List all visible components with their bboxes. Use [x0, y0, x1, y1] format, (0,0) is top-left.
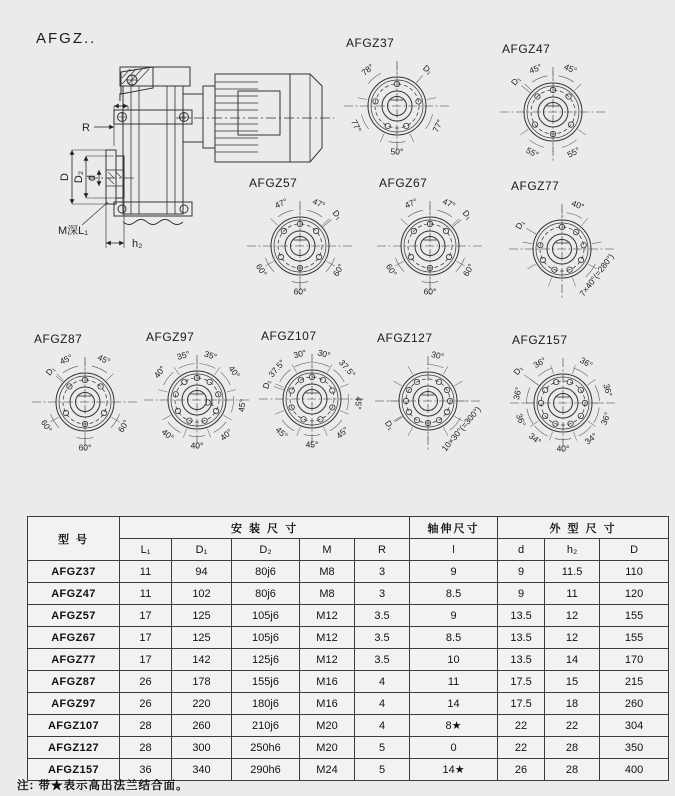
- value-cell: 26: [120, 671, 172, 693]
- col-group-outline: 外 型 尺 寸: [498, 517, 669, 539]
- flange-title: AFGZ37: [346, 36, 395, 50]
- flange-title: AFGZ127: [377, 331, 433, 345]
- value-cell: 142: [172, 649, 232, 671]
- value-cell: M12: [300, 627, 355, 649]
- flange-angle-label: 45°: [562, 61, 579, 76]
- flange-title: AFGZ107: [261, 329, 317, 343]
- dim-label-h2: h₂: [132, 238, 143, 250]
- value-cell: 11: [120, 561, 172, 583]
- value-cell: 17.5: [498, 693, 545, 715]
- value-cell: 400: [600, 759, 669, 781]
- flange-angle-label: 10×30°(=300°): [439, 404, 483, 454]
- value-cell: 11: [120, 583, 172, 605]
- dim-label-D2: D₂: [73, 170, 85, 184]
- flange-angle-label: 30°: [292, 347, 308, 361]
- value-cell: 4: [355, 715, 410, 737]
- value-cell: 0: [410, 737, 498, 759]
- flange-angle-label: 40°: [217, 426, 235, 443]
- flange-angle-label: 36°: [531, 354, 548, 371]
- table-note: 注: 带★表示高出法兰结合面。: [17, 780, 189, 792]
- flange-label-D1: D₁: [460, 207, 475, 222]
- value-cell: M20: [300, 737, 355, 759]
- dim-label-d: d: [86, 174, 98, 182]
- value-cell: 125: [172, 627, 232, 649]
- table-row-AFGZ87: [28, 671, 669, 693]
- flange-drawing-AFGZ77: [497, 194, 627, 309]
- value-cell: 9: [498, 561, 545, 583]
- value-cell: 120: [600, 583, 669, 605]
- flange-drawing-AFGZ37: [332, 51, 462, 166]
- value-cell: 290h6: [232, 759, 300, 781]
- flange-angle-label: 55°: [524, 144, 541, 160]
- value-cell: 10: [410, 649, 498, 671]
- model-cell: AFGZ127: [28, 737, 120, 759]
- value-cell: 304: [600, 715, 669, 737]
- model-cell: AFGZ107: [28, 715, 120, 737]
- value-cell: 36: [120, 759, 172, 781]
- value-cell: 28: [120, 737, 172, 759]
- flange-angle-label: 37.5°: [336, 357, 358, 380]
- value-cell: 110: [600, 561, 669, 583]
- value-cell: 105j6: [232, 605, 300, 627]
- table-row-AFGZ107: [28, 715, 669, 737]
- table-row-AFGZ47: [28, 583, 669, 605]
- flange-drawing-AFGZ47: [488, 57, 618, 172]
- table-row-AFGZ77: [28, 649, 669, 671]
- value-cell: 28: [545, 737, 600, 759]
- col-subheader-D₁: D₁: [172, 539, 232, 561]
- value-cell: 28: [120, 715, 172, 737]
- value-cell: 17.5: [498, 671, 545, 693]
- flange-angle-label: 36°: [578, 354, 595, 371]
- flange-drawing-AFGZ97: [132, 345, 262, 460]
- value-cell: 3.5: [355, 627, 410, 649]
- value-cell: 80j6: [232, 561, 300, 583]
- value-cell: M12: [300, 649, 355, 671]
- col-subheader-d: d: [498, 539, 545, 561]
- value-cell: 12: [545, 605, 600, 627]
- flange-angle-label: 60°: [383, 261, 400, 279]
- value-cell: 215: [600, 671, 669, 693]
- value-cell: 15: [545, 671, 600, 693]
- flange-AFGZ87: [20, 332, 150, 467]
- spec-table: [27, 516, 669, 781]
- value-cell: 180j6: [232, 693, 300, 715]
- flange-label-D1: D₁: [511, 363, 525, 377]
- flange-drawing-AFGZ57: [235, 191, 365, 306]
- dim-label-M-depth: M深L₁: [58, 225, 88, 237]
- col-group-shaft: 轴伸尺寸: [410, 517, 498, 539]
- value-cell: 350: [600, 737, 669, 759]
- value-cell: 178: [172, 671, 232, 693]
- value-cell: M8: [300, 583, 355, 605]
- value-cell: 14: [545, 649, 600, 671]
- model-cell: AFGZ87: [28, 671, 120, 693]
- value-cell: M12: [300, 605, 355, 627]
- value-cell: 17: [120, 627, 172, 649]
- model-cell: AFGZ57: [28, 605, 120, 627]
- flange-title: AFGZ97: [146, 330, 195, 344]
- value-cell: 5: [355, 737, 410, 759]
- value-cell: 22: [498, 737, 545, 759]
- value-cell: M16: [300, 693, 355, 715]
- value-cell: 3: [355, 583, 410, 605]
- flange-AFGZ47: [488, 42, 618, 177]
- flange-label-D1: D₁: [508, 73, 523, 88]
- col-subheader-L₁: L₁: [120, 539, 172, 561]
- flange-label-D1: D₁: [382, 418, 397, 432]
- value-cell: 11.5: [545, 561, 600, 583]
- value-cell: 300: [172, 737, 232, 759]
- value-cell: 13.5: [498, 605, 545, 627]
- value-cell: 26: [498, 759, 545, 781]
- value-cell: 260: [172, 715, 232, 737]
- flange-AFGZ37: [332, 36, 462, 171]
- value-cell: 13.5: [498, 627, 545, 649]
- flange-angle-label: 77°: [349, 117, 364, 134]
- flange-AFGZ97: [132, 330, 262, 465]
- flange-label-D1: D₁: [43, 364, 57, 378]
- flange-AFGZ157: [498, 333, 628, 468]
- col-subheader-M: M: [300, 539, 355, 561]
- value-cell: M8: [300, 561, 355, 583]
- value-cell: 22: [545, 715, 600, 737]
- flange-angle-label: 34°: [582, 430, 600, 447]
- flange-AFGZ77: [497, 179, 627, 314]
- value-cell: 13.5: [498, 649, 545, 671]
- flange-angle-label: 40°: [159, 426, 177, 443]
- table-row-AFGZ127: [28, 737, 669, 759]
- flange-title: AFGZ57: [249, 176, 298, 190]
- table-row-AFGZ57: [28, 605, 669, 627]
- value-cell: 340: [172, 759, 232, 781]
- flange-AFGZ57: [235, 176, 365, 311]
- flange-label-D1: D₁: [260, 378, 273, 391]
- value-cell: 260: [600, 693, 669, 715]
- flange-angle-label: 47°: [311, 196, 327, 211]
- flange-angle-label: 60°: [253, 261, 270, 279]
- flange-angle-label: 7×40°(=280°): [577, 251, 616, 299]
- flange-angle-label: 34°: [526, 430, 544, 447]
- flange-drawing-AFGZ107: [247, 344, 377, 459]
- flange-angle-label: 45°: [96, 352, 112, 367]
- value-cell: 17: [120, 649, 172, 671]
- value-cell: 3.5: [355, 605, 410, 627]
- value-cell: 250h6: [232, 737, 300, 759]
- flange-title: AFGZ157: [512, 333, 568, 347]
- flange-angle-label: 37.5°: [266, 357, 288, 380]
- flange-angle-label: 60°: [423, 286, 437, 297]
- flange-drawing-AFGZ67: [365, 191, 495, 306]
- flange-AFGZ67: [365, 176, 495, 311]
- value-cell: M20: [300, 715, 355, 737]
- value-cell: 8.5: [410, 627, 498, 649]
- flange-angle-label: 36°: [511, 385, 524, 401]
- value-cell: 9: [410, 605, 498, 627]
- flange-angle-label: 36°: [514, 412, 529, 428]
- value-cell: 155j6: [232, 671, 300, 693]
- model-cell: AFGZ37: [28, 561, 120, 583]
- value-cell: 5: [355, 759, 410, 781]
- value-cell: 105j6: [232, 627, 300, 649]
- flange-angle-label: 40°: [556, 443, 570, 454]
- value-cell: 102: [172, 583, 232, 605]
- flange-AFGZ107: [247, 329, 377, 464]
- flange-angle-label: 40°: [226, 363, 243, 381]
- value-cell: 11: [545, 583, 600, 605]
- value-cell: 3.5: [355, 649, 410, 671]
- flange-drawing-AFGZ157: [498, 348, 628, 463]
- value-cell: 4: [355, 671, 410, 693]
- value-cell: 155: [600, 605, 669, 627]
- flange-angle-label: 40°: [190, 440, 204, 451]
- model-cell: AFGZ157: [28, 759, 120, 781]
- value-cell: 80j6: [232, 583, 300, 605]
- flange-angle-label: 45°: [353, 396, 365, 410]
- value-cell: 170: [600, 649, 669, 671]
- flange-angle-label: 36°: [601, 382, 615, 398]
- model-cell: AFGZ47: [28, 583, 120, 605]
- dim-label-l: l: [118, 92, 122, 104]
- value-cell: 18: [545, 693, 600, 715]
- value-cell: 8★: [410, 715, 498, 737]
- flange-AFGZ127: [363, 331, 493, 466]
- flange-angle-label: 60°: [293, 286, 307, 297]
- flange-angle-label: 60°: [115, 417, 132, 435]
- col-subheader-l: l: [410, 539, 498, 561]
- col-group-install: 安 装 尺 寸: [120, 517, 410, 539]
- flange-angle-label: 60°: [38, 417, 55, 435]
- value-cell: 125j6: [232, 649, 300, 671]
- value-cell: 9: [498, 583, 545, 605]
- flange-title: AFGZ67: [379, 176, 428, 190]
- flange-angle-label: 60°: [330, 261, 347, 279]
- flange-angle-label: 36°: [598, 410, 613, 427]
- flange-angle-label: 40°: [570, 198, 586, 212]
- flange-angle-label: 45°: [58, 352, 74, 367]
- flange-title: AFGZ77: [511, 179, 560, 193]
- flange-label-D1: D₁: [330, 207, 345, 222]
- col-subheader-h₂: h₂: [545, 539, 600, 561]
- flange-angle-label: 47°: [273, 196, 289, 211]
- flange-angle-label: 78°: [359, 61, 376, 78]
- value-cell: 125: [172, 605, 232, 627]
- value-cell: 8.5: [410, 583, 498, 605]
- flange-label-D1: D₁: [205, 397, 215, 408]
- value-cell: 9: [410, 561, 498, 583]
- flange-angle-label: 55°: [565, 144, 582, 160]
- flange-angle-label: 35°: [203, 348, 219, 362]
- flange-title: AFGZ47: [502, 42, 551, 56]
- flange-label-D1: D₁: [513, 218, 527, 232]
- table-row-AFGZ37: [28, 561, 669, 583]
- value-cell: 26: [120, 693, 172, 715]
- col-subheader-D: D: [600, 539, 669, 561]
- value-cell: 28: [545, 759, 600, 781]
- flange-angle-label: 45°: [305, 439, 319, 450]
- flange-angle-label: 47°: [441, 196, 457, 211]
- flange-angle-label: 45°: [236, 398, 248, 413]
- flange-angle-label: 47°: [403, 196, 419, 211]
- page-title: AFGZ..: [36, 30, 97, 47]
- table-row-AFGZ97: [28, 693, 669, 715]
- col-header-model: 型 号: [28, 517, 120, 561]
- flange-drawing-AFGZ87: [20, 347, 150, 462]
- value-cell: M16: [300, 671, 355, 693]
- flange-label-D1: D₁: [421, 62, 435, 77]
- value-cell: 12: [545, 627, 600, 649]
- value-cell: 17: [120, 605, 172, 627]
- value-cell: 22: [498, 715, 545, 737]
- flange-angle-label: 60°: [460, 261, 477, 279]
- flange-angle-label: 40°: [151, 363, 168, 381]
- value-cell: 220: [172, 693, 232, 715]
- flange-angle-label: 77°: [430, 117, 445, 134]
- model-cell: AFGZ67: [28, 627, 120, 649]
- value-cell: M24: [300, 759, 355, 781]
- value-cell: 94: [172, 561, 232, 583]
- flange-angle-label: 45°: [527, 61, 544, 76]
- col-subheader-D₂: D₂: [232, 539, 300, 561]
- flange-angle-label: 30°: [430, 349, 446, 362]
- flange-angle-label: 30°: [316, 347, 332, 361]
- model-cell: AFGZ77: [28, 649, 120, 671]
- value-cell: 4: [355, 693, 410, 715]
- flange-angle-label: 35°: [175, 348, 191, 362]
- table-row-AFGZ67: [28, 627, 669, 649]
- model-cell: AFGZ97: [28, 693, 120, 715]
- flange-angle-label: 50°: [390, 146, 404, 157]
- value-cell: 14: [410, 693, 498, 715]
- flange-angle-label: 60°: [78, 442, 92, 453]
- value-cell: 3: [355, 561, 410, 583]
- value-cell: 14★: [410, 759, 498, 781]
- dim-label-R: R: [82, 122, 90, 134]
- value-cell: 11: [410, 671, 498, 693]
- value-cell: 210j6: [232, 715, 300, 737]
- flange-drawing-AFGZ127: [363, 346, 493, 461]
- flange-angle-label: 45°: [334, 424, 351, 441]
- flange-title: AFGZ87: [34, 332, 83, 346]
- col-subheader-R: R: [355, 539, 410, 561]
- dim-label-D: D: [59, 173, 71, 181]
- flange-angle-label: 45°: [273, 424, 290, 441]
- value-cell: 155: [600, 627, 669, 649]
